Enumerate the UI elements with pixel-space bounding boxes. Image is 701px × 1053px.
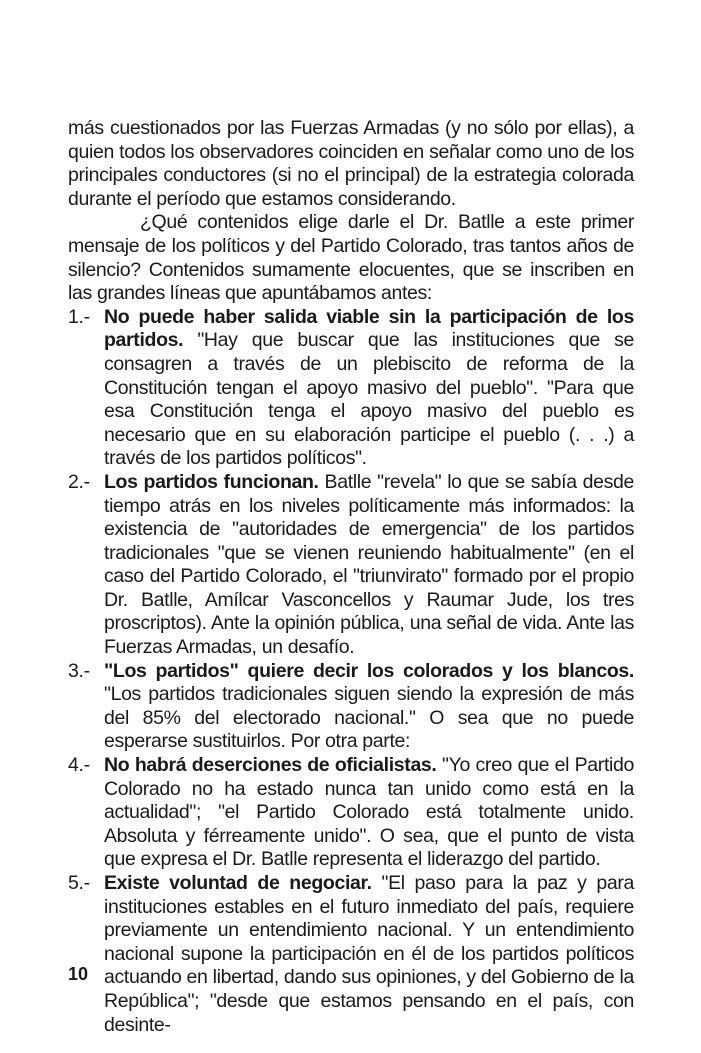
item-text: "Yo creo que el Partido Colorado no ha estado nunca tan unido como está en la actualidad"; "el Partido Colorado está totalmente unido. Absoluta y férreamente unido". O sea, que el punto de vista que expresa el Dr. Batlle representa el liderazgo del partido. <box>104 754 634 871</box>
item-number: 3.- <box>68 659 90 682</box>
item-heading: Los partidos funcionan. <box>104 470 319 493</box>
item-text: "El paso para la paz y para instituciones estables en el futuro inmediato del país, requiere previamente un entendimiento nacional. Y un entendimiento nacional supone la participación en él de los partidos políticos actuando en libertad, dando sus opiniones, y del Gobierno de la República"; "desde que estamos pensando en el país, con desinte- <box>104 872 634 1036</box>
list-item-4 <box>68 754 634 872</box>
item-heading: "Los partidos" quiere decir los colorados y los blancos. <box>104 659 634 682</box>
paragraph-continuation: más cuestionados por las Fuerzas Armadas (y no sólo por ellas), a quien todos los observadores coinciden en señalar como uno de los principales conductores (si no el principal) de la estrategia colorada durante el período que estamos considerando. <box>68 117 634 210</box>
item-heading: No puede haber salida viable sin la participación de los partidos. <box>104 305 634 352</box>
list-item-3 <box>68 660 634 754</box>
item-heading: Existe voluntad de negociar. <box>104 872 372 894</box>
list-item-2 <box>68 471 634 660</box>
item-number: 5.- <box>68 872 90 894</box>
paragraph-question: ¿Qué contenidos elige darle el Dr. Batlle a este primer mensaje de los políticos y del Partido Colorado, tras tantos años de silencio? Contenidos sumamente elocuentes, que se inscriben en las grandes líneas que apuntábamos antes: <box>68 211 634 305</box>
item-number: 2.- <box>68 470 90 493</box>
item-heading: No habrá deserciones de oficialistas. <box>104 754 437 777</box>
item-text: "Hay que buscar que las instituciones que se consagren a través de un plebiscito de reforma de la Constitución tengan el apoyo masivo del pueblo". "Para que esa Constitución tenga el apoyo masivo del pueblo es necesario que en su elaboración participe el pueblo (. . .) a través de los partidos políticos". <box>104 329 634 470</box>
page-body <box>68 117 634 1037</box>
page-number: 10 <box>68 964 89 984</box>
item-number: 4.- <box>68 754 90 777</box>
item-text: "Los partidos tradicionales siguen siendo la expresión de más del 85% del electorado nacional." O sea que no puede esperarse sustituirlos. Por otra parte: <box>104 683 634 753</box>
item-text: Batlle "revela" lo que se sabía desde tiempo atrás en los niveles políticamente más informados: la existencia de "autoridades de emergencia" de los partidos tradicionales "que se vienen reuniendo habitualmente" (en el caso del Partido Colorado, el "triunvirato" formado por el propio Dr. Batlle, Amílcar Vasconcellos y Raumar Jude, los tres proscriptos). Ante la opinión pública, una señal de vida. Ante las Fuerzas Armadas, un desafío. <box>104 470 634 659</box>
item-number: 1.- <box>68 305 90 328</box>
list-item-1 <box>68 306 634 471</box>
list-item-5 <box>68 872 634 1037</box>
